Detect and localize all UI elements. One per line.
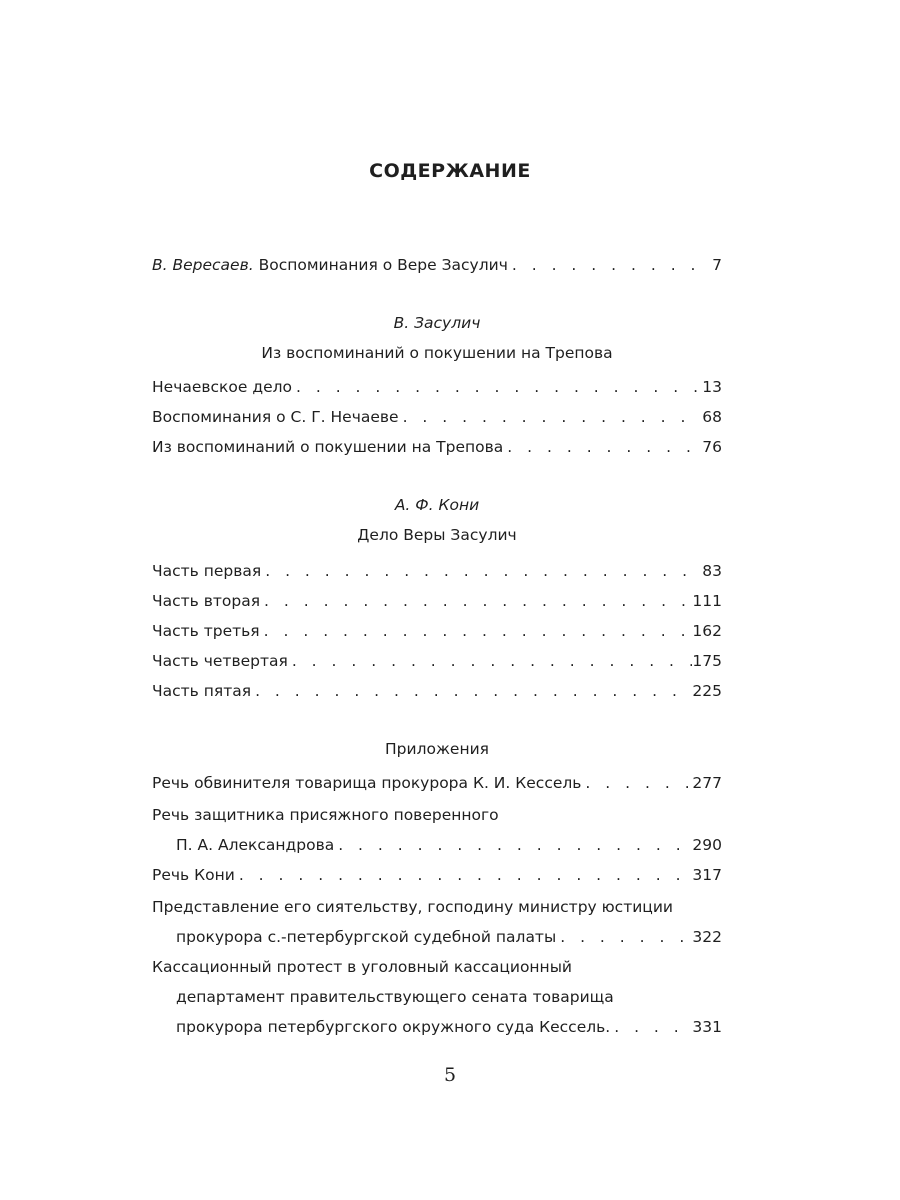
- dot-leader: [610, 1018, 692, 1036]
- dot-leader: [399, 408, 703, 426]
- entry-title: Воспоминания о Вере Засулич: [258, 256, 508, 274]
- entry-page: 317: [692, 866, 722, 884]
- dot-leader: [260, 622, 693, 640]
- toc-entry: [152, 378, 722, 404]
- dot-leader: [235, 866, 693, 884]
- page-title: СОДЕРЖАНИЕ: [369, 160, 531, 182]
- entry-page: 277: [692, 774, 722, 792]
- toc-entry: [152, 682, 722, 708]
- entry-title-line: Речь защитника присяжного поверенного: [152, 806, 499, 824]
- toc-entry: [152, 562, 722, 588]
- section-author: А. Ф. Кони: [394, 496, 480, 514]
- entry-page: 162: [692, 622, 722, 640]
- entry-page: 225: [692, 682, 722, 700]
- entry-title: Речь Кони: [152, 866, 235, 884]
- dot-leader: [288, 652, 693, 670]
- entry-page: 111: [692, 592, 722, 610]
- dot-leader: [503, 438, 702, 456]
- toc-entry: [152, 866, 722, 892]
- entry-title-line: Представление его сиятельству, господину министру юстиции: [152, 898, 673, 916]
- entry-title: Часть третья: [152, 622, 260, 640]
- dot-leader: [334, 836, 692, 854]
- toc-entry: [176, 928, 722, 954]
- dot-leader: [581, 774, 692, 792]
- entry-title: П. А. Александрова: [176, 836, 335, 854]
- page-number: 5: [443, 1064, 457, 1086]
- section-author: В. Засулич: [393, 314, 481, 332]
- toc-entry: [152, 652, 722, 678]
- toc-entry-intro: [152, 256, 722, 282]
- entry-page: 83: [702, 562, 722, 580]
- entry-title: Воспоминания о С. Г. Нечаеве: [152, 408, 399, 426]
- entry-page: 331: [692, 1018, 722, 1036]
- toc-entry: [176, 1018, 722, 1044]
- entry-title: Из воспоминаний о покушении на Трепова: [152, 438, 504, 456]
- toc-entry: [152, 592, 722, 618]
- dot-leader: [261, 562, 702, 580]
- entry-title: прокурора с.-петербургской судебной палаты: [176, 928, 557, 946]
- entry-author: В. Вересаев.: [152, 256, 254, 274]
- section-heading: Дело Веры Засулич: [357, 526, 517, 544]
- section-heading: Из воспоминаний о покушении на Трепова: [261, 344, 613, 362]
- entry-page: 76: [702, 438, 722, 456]
- entry-title: Часть четвертая: [152, 652, 288, 670]
- toc-entry: [176, 836, 722, 862]
- entry-title: Нечаевское дело: [152, 378, 292, 396]
- dot-leader: [251, 682, 692, 700]
- dot-leader: [292, 378, 702, 396]
- entry-title: Часть пятая: [152, 682, 252, 700]
- entry-page: 175: [692, 652, 722, 670]
- entry-title-line: Кассационный протест в уголовный кассационный: [152, 958, 573, 976]
- entry-title-line: департамент правительствующего сената товарища: [176, 988, 614, 1006]
- toc-entry: [152, 774, 722, 800]
- entry-title: Речь обвинителя товарища прокурора К. И. Кессель: [152, 774, 582, 792]
- appendix-heading: Приложения: [385, 740, 489, 758]
- entry-page: 7: [712, 256, 722, 274]
- entry-page: 322: [692, 928, 722, 946]
- entry-page: 68: [702, 408, 722, 426]
- entry-title: Часть вторая: [152, 592, 261, 610]
- dot-leader: [260, 592, 692, 610]
- toc-entry: [152, 408, 722, 434]
- entry-page: 13: [702, 378, 722, 396]
- toc-entry: [152, 622, 722, 648]
- toc-entry: [152, 438, 722, 464]
- entry-title: Часть первая: [152, 562, 262, 580]
- dot-leader: [508, 256, 712, 274]
- entry-page: 290: [692, 836, 722, 854]
- dot-leader: [556, 928, 692, 946]
- entry-title: прокурора петербургского окружного суда Кессель.: [176, 1018, 611, 1036]
